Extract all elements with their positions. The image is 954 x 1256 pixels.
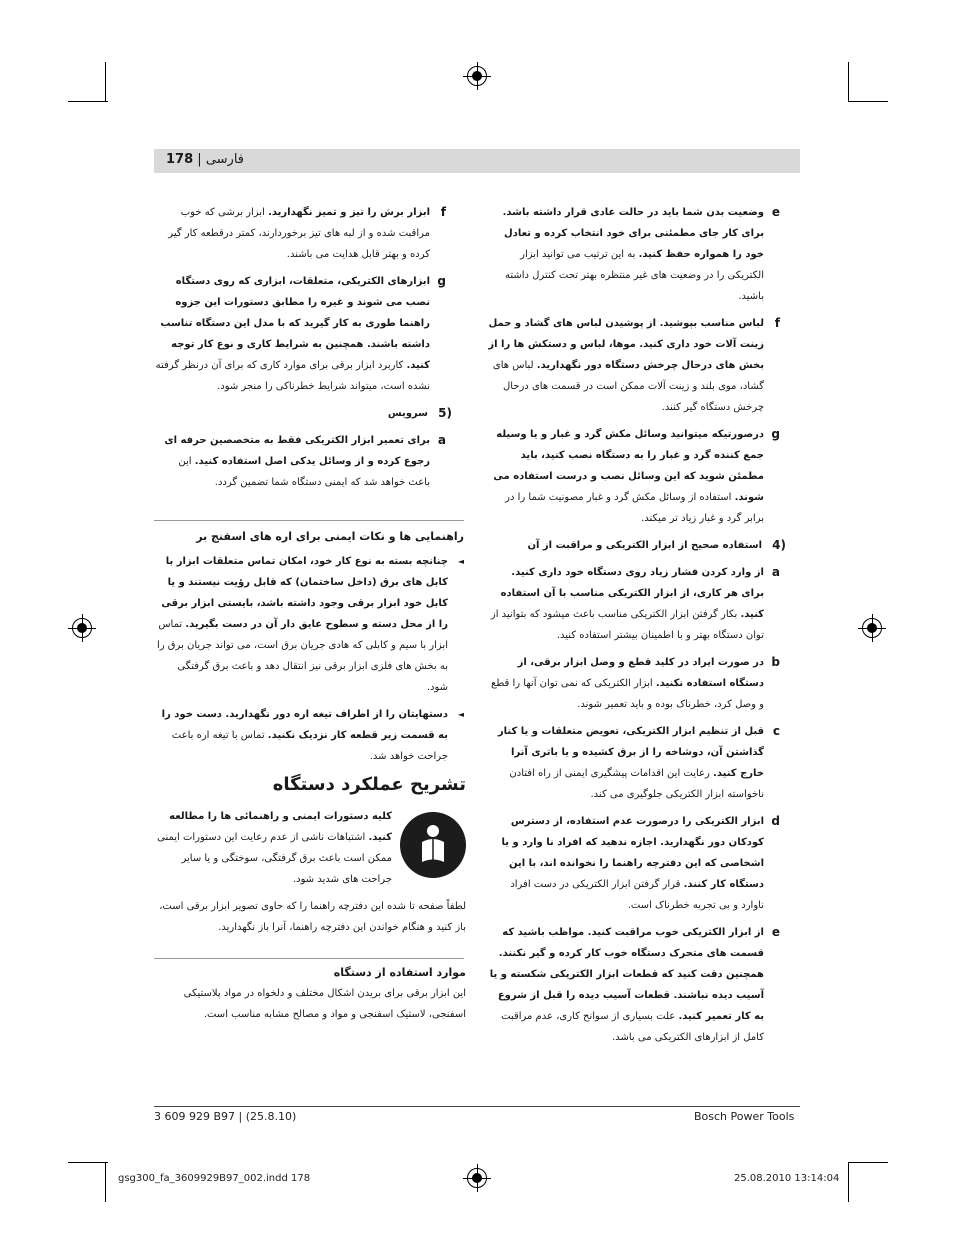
right-column xyxy=(488,202,786,1054)
list-item: b در صورت ایراد در کلید قطع و وصل ابزار برقی، از دستگاه استفاده نکنید. ابزار الکتریکی که نمی توان آنها را قطع و وصل کرد، خطرناک بوده و باید تعمیر شوند. xyxy=(491,655,780,710)
page-header: 178 | فارسی xyxy=(166,152,244,167)
header-language: فارسی xyxy=(205,152,244,167)
usage-heading: موارد استفاده از دستگاه xyxy=(333,966,466,979)
safety-heading: راهنمایی ها و نکات ایمنی برای اره های اسفنج بر xyxy=(196,530,464,543)
registration-mark-icon xyxy=(862,618,882,638)
list-item: e از ابزار الکتریکی خوب مراقبت کنید. مواظب باشید که قسمت های متحرک دستگاه خوب کار کرده و گیر نکنند. همچنین دقت کنید که قطعات ابزار الکتریکی شکسته و یا آسیب دیده نباشند. قطعات آسیب دیده را قبل از شروع به کار تعمیر کنید. علت بسیاری از سوانح کاری، عدم مراقبت کامل از ابزارهای الکتریکی می باشد. xyxy=(489,925,780,1043)
crop-mark xyxy=(848,1162,849,1202)
list-item: ◄ دستهایتان را از اطراف تیغه اره دور نگهدارید. دست خود را به قسمت زیر قطعه کار نزدیک نکنید. تماس با تیغه اره باعث جراحت خواهد شد. xyxy=(161,709,464,762)
footer-rule xyxy=(154,1106,800,1107)
list-item: ◄ چنانچه بسته به نوع کار خود، امکان تماس متعلقات ابزار با کابل های برق (داخل ساختمان) که قابل رؤیت نیستند و یا کابل خود ابزار برقی وجود داشته باشد، بایستی ابزار برقی را از محل دسته و سطوح عایق دار آن در دست بگیرید. تماس ابزار با سیم و کابلی که هادی جریان برق است، می تواند جریان برق را به بخش های فلزی ابزار برقی نیز انتقال دهد و باعث برق گرفتگی شود. xyxy=(157,556,464,693)
list-item: a از وارد کردن فشار زیاد روی دستگاه خود داری کنید. برای هر کاری، از ابزار الکتریکی مناسب با آن استفاده کنید. بکار گرفتن ابزار الکتریکی مناسب باعث میشود که بتوانید از توان دستگاه بهتر و با اطمینان بیشتر استفاده کنید. xyxy=(490,565,780,641)
registration-mark-icon xyxy=(467,1168,487,1188)
list-item: a برای تعمیر ابزار الکتریکی فقط به متخصصین حرفه ای رجوع کرده و از وسائل یدکی اصل استفاده کنید. این باعث خواهد شد که ایمنی دستگاه شما تضمین گردد. xyxy=(164,433,446,488)
section-heading: 5) سرویس xyxy=(387,406,452,420)
footer-brand: Bosch Power Tools xyxy=(694,1110,795,1123)
slug-date: 25.08.2010 13:14:04 xyxy=(734,1173,840,1184)
footer-code: 3 609 929 B97 | (25.8.10) xyxy=(154,1110,297,1123)
section-divider xyxy=(154,958,464,959)
left-column xyxy=(154,202,452,499)
page-header-bar xyxy=(154,149,800,173)
usage-section xyxy=(154,962,466,1025)
crop-mark xyxy=(848,1162,888,1163)
slug-file: gsg300_fa_3609929B97_002.indd 178 xyxy=(118,1173,311,1184)
crop-mark xyxy=(105,62,106,102)
list-item: g درصورتیکه میتوانید وسائل مکش گرد و غبار و یا وسیله جمع کننده گرد و غبار را به دستگاه نصب کنید، باید مطمئن شوید که این وسائل نصب و درست استفاده می شوند. استفاده از وسائل مکش گرد و غبار مصونیت شما را در برابر گرد و غبار زیاد تر میکند. xyxy=(493,427,780,524)
crop-mark xyxy=(848,101,888,102)
registration-mark-icon xyxy=(467,66,487,86)
section-heading: 4) استفاده صحیح از ابزار الکتریکی و مراقبت از آن xyxy=(527,538,786,552)
crop-mark xyxy=(68,1162,108,1163)
page-number: 178 xyxy=(166,152,194,167)
list-item: d ابزار الکتریکی را درصورت عدم استفاده، از دسترس کودکان دور نگهدارید. اجازه ندهید که افراد نا وارد و یا اشخاصی که این دفترچه راهنما را نخوانده اند، با این دستگاه کار کنند. قرار گرفتن ابزار الکتریکی در دست افراد ناوارد و بی تجربه خطرناک است. xyxy=(501,814,780,911)
list-item: f ابزار برش را تیز و تمیز نگهدارید. ابزار برشی که خوب مراقبت شده و از لبه های تیز برخوردارند، کمتر درقطعه کار گیر کرده و بهتر قابل هدایت می باشند. xyxy=(168,205,446,260)
list-item: g ابزارهای الکتریکی، متعلقات، ابزاری که روی دستگاه نصب می شوند و غیره را مطابق دستورات این جزوه راهنما طوری به کار گیرید که با مدل این دستگاه تناسب داشته باشند. همچنین به شرایط کاری و نوع کار توجه کنید. کاربرد ابزار برقی برای موارد کاری که برای آن درنظر گرفته نشده است، میتواند شرایط خطرناکی را منجر شود. xyxy=(155,274,446,392)
manual-note: کلیه دستورات ایمنی و راهنمائی ها را مطالعه کنید. اشتباهات ناشی از عدم رعایت این دستورات ایمنی ممکن است باعث برق گرفتگی، سوختگی و یا سایر جراحت های شدید شود. xyxy=(157,811,392,885)
list-item: e وضعیت بدن شما باید در حالت عادی قرار داشته باشد. برای کار جای مطمئنی برای خود انتخاب کرده و تعادل خود را همواره حفظ کنید. به این ترتیب می توانید ابزار الکتریکی را در وضعیت های غیر منتظره بهتر تحت کنترل داشته باشید. xyxy=(502,205,780,302)
section-divider xyxy=(154,520,464,521)
fold-note: لطفاً صفحه تا شده این دفترچه راهنما را که حاوی تصویر ابزار برقی است، باز کنید و هنگام خواندن این دفترچه راهنما، آنرا باز نگهدارید. xyxy=(159,901,466,933)
safety-section xyxy=(154,526,464,773)
crop-mark xyxy=(68,101,108,102)
page-title: تشریح عملکرد دستگاه xyxy=(272,774,466,795)
list-item: f لباس مناسب بپوشید. از پوشیدن لباس های گشاد و حمل زینت آلات خود داری کنید. موها، لباس و دستکش ها را از بخش های درحال چرخش دستگاه دور نگهدارید. لباس های گشاد، موی بلند و زینت آلات ممکن است در قسمت های درحال چرخش دستگاه گیر کنند. xyxy=(488,316,780,413)
crop-mark xyxy=(105,1162,106,1202)
read-manual-icon xyxy=(400,812,466,878)
usage-text: این ابزار برقی برای بریدن اشکال مختلف و دلخواه در مواد پلاستیکی اسفنجی، لاستیک اسفنجی و مواد و مصالح مشابه مناسب است. xyxy=(183,988,466,1020)
crop-mark xyxy=(848,62,849,102)
registration-mark-icon xyxy=(72,618,92,638)
list-item: c قبل از تنظیم ابزار الکتریکی، تعویض متعلقات و یا کنار گذاشتن آن، دوشاخه را از برق کشیده و یا باتری آنرا خارج کنید. رعایت این اقدامات پیشگیری ایمنی از راه افتادن ناخواسته ابزار الکتریکی جلوگیری می کند. xyxy=(497,724,780,800)
